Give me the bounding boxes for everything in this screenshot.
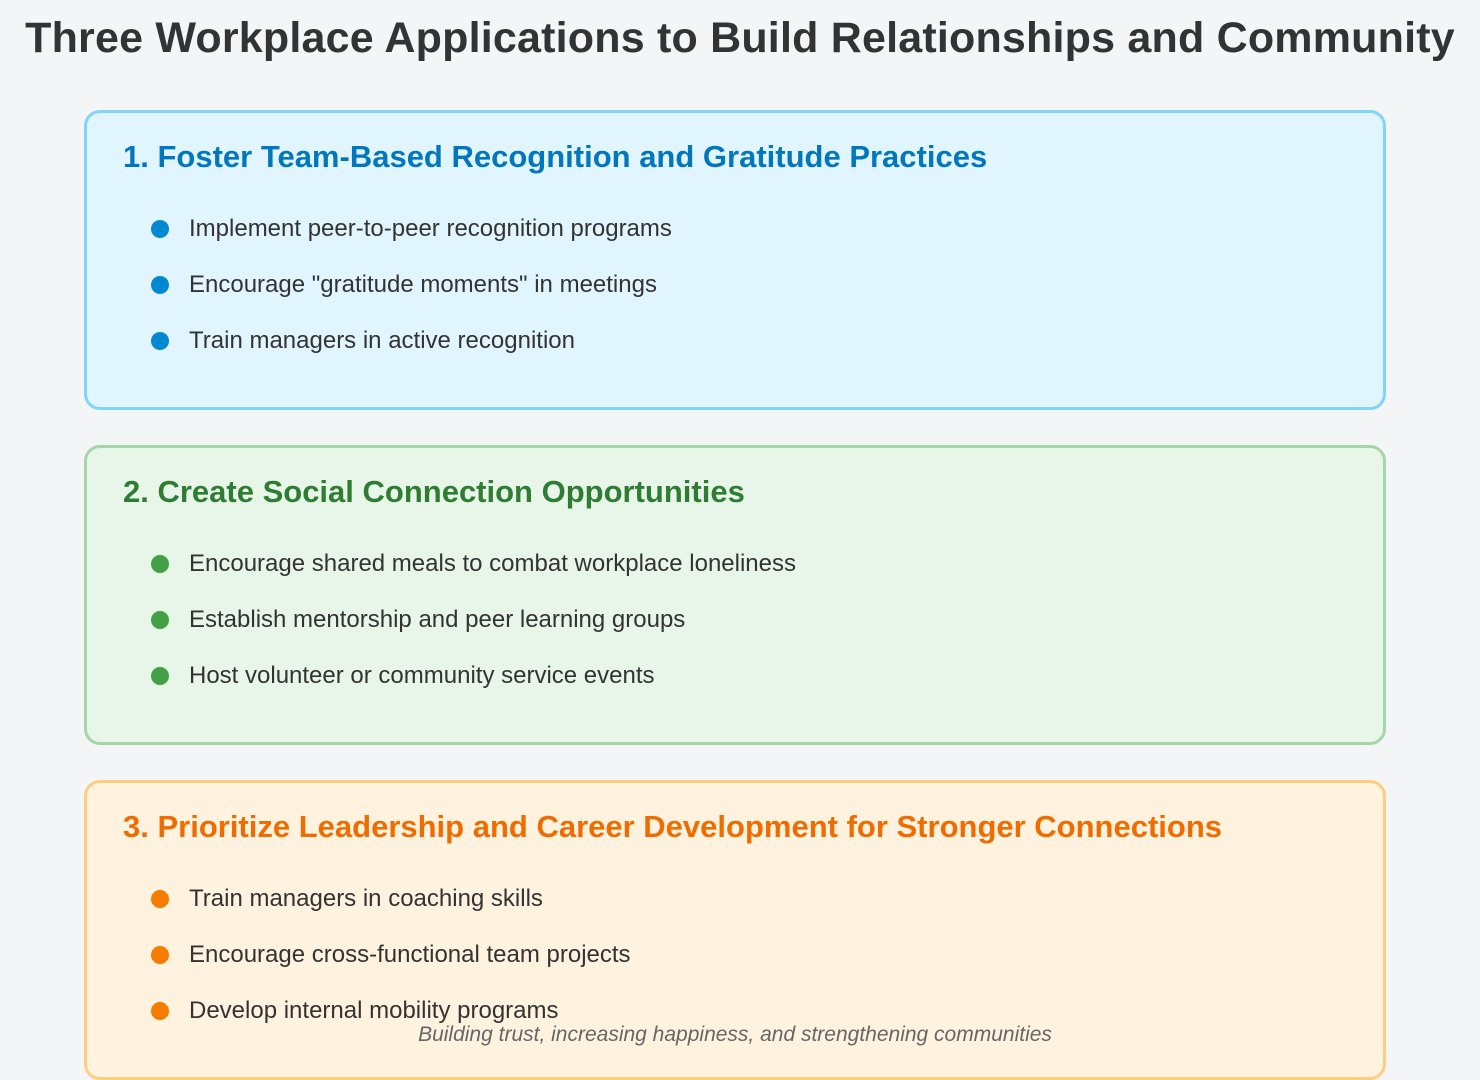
section-title: 2. Create Social Connection Opportunities	[123, 474, 745, 509]
list-item	[151, 871, 631, 927]
bullet-list	[151, 871, 631, 1039]
bullet-text: Implement peer-to-peer recognition programs	[189, 215, 672, 242]
section-title: 1. Foster Team-Based Recognition and Gratitude Practices	[123, 139, 988, 174]
bullet-dot-icon	[151, 1002, 169, 1020]
list-item	[151, 592, 796, 648]
tagline: Building trust, increasing happiness, and strengthening communities	[418, 1023, 1052, 1046]
section-card-leadership	[84, 780, 1386, 1080]
section-card-recognition	[84, 110, 1386, 410]
page-title: Three Workplace Applications to Build Relationships and Community	[25, 14, 1455, 62]
bullet-dot-icon	[151, 890, 169, 908]
bullet-text: Train managers in active recognition	[189, 327, 575, 354]
bullet-text: Encourage "gratitude moments" in meetings	[189, 271, 657, 298]
section-card-social	[84, 445, 1386, 745]
bullet-dot-icon	[151, 611, 169, 629]
list-item	[151, 201, 672, 257]
bullet-list	[151, 536, 796, 704]
bullet-text: Establish mentorship and peer learning groups	[189, 606, 686, 633]
bullet-dot-icon	[151, 555, 169, 573]
list-item	[151, 313, 672, 369]
list-item	[151, 536, 796, 592]
bullet-dot-icon	[151, 276, 169, 294]
bullet-dot-icon	[151, 332, 169, 350]
bullet-text: Train managers in coaching skills	[189, 885, 543, 912]
list-item	[151, 927, 631, 983]
bullet-text: Encourage cross-functional team projects	[189, 941, 631, 968]
section-title: 3. Prioritize Leadership and Career Development for Stronger Connections	[123, 809, 1223, 844]
bullet-text: Encourage shared meals to combat workplace loneliness	[189, 550, 796, 577]
bullet-dot-icon	[151, 667, 169, 685]
list-item	[151, 648, 796, 704]
bullet-text: Develop internal mobility programs	[189, 997, 559, 1024]
bullet-dot-icon	[151, 946, 169, 964]
bullet-text: Host volunteer or community service events	[189, 662, 655, 689]
bullet-dot-icon	[151, 220, 169, 238]
list-item	[151, 257, 672, 313]
bullet-list	[151, 201, 672, 369]
